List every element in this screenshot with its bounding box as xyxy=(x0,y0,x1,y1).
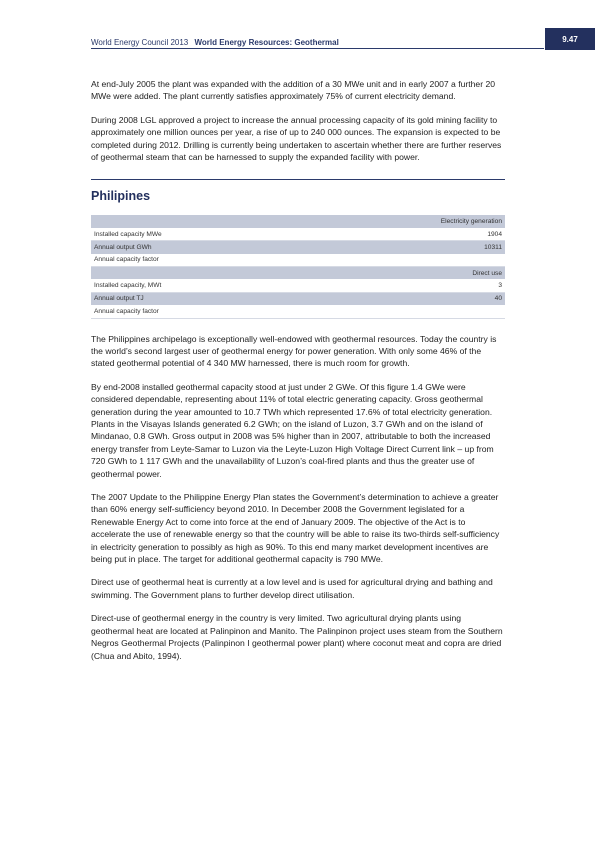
row-value xyxy=(404,305,505,318)
paragraph: By end-2008 installed geothermal capacity stood at just under 2 GWe. Of this figure 1.4 GWe were considered dependable, representing about 11% of total electric generating capacity. Gross geothermal generation during the year amounted to 10.7 TWh which represented 17.6% of total electricity generation. Plants in the Visayas Islands generated 6.2 GWh; on the island of Luzon, 3.7 GWh and on the island of Mindanao, 0.8 GWh. Gross output in 2008 was 5% higher than in 2007, attributable to both the increased energy transfer from Leyte-Samar to Luzon via the Leyte-Luzon High Voltage Direct Current link – up from 720 GWh to 1 117 GWh and the unavailability of Luzon’s coal-fired plants and thus the greater use of geothermal power. xyxy=(91,381,494,479)
row-label: Annual output TJ xyxy=(91,292,404,305)
table-header-row xyxy=(91,215,505,227)
paragraph: Direct-use of geothermal energy in the country is very limited. Two agricultural drying plants using geothermal heat are located at Palinpinon and Manito. The Palinpinon project uses steam from the Southern Negros Geothermal Projects (Palinpinon I geothermal power plant) where coconut meat and copra are dried (Chua and Abito, 1994). xyxy=(91,613,503,661)
paragraph: The Philippines archipelago is exceptionally well-endowed with geothermal resources. Today the country is the world’s second largest user of geothermal energy for power generation. With only some 46% of the stated geothermal potential of 4 340 MW harnessed, there is much room for growth. xyxy=(91,333,497,369)
section-title: Philipines xyxy=(91,189,151,204)
row-value: 40 xyxy=(404,292,505,305)
row-label: Installed capacity, MWt xyxy=(91,279,404,292)
table-header-direct-use: Direct use xyxy=(91,267,505,280)
row-value xyxy=(404,254,505,267)
row-label: Installed capacity MWe xyxy=(91,228,404,241)
row-label: Annual output GWh xyxy=(91,241,404,254)
paragraph: The 2007 Update to the Philippine Energy Plan states the Government’s determination to achieve a greater than 60% energy self-sufficiency beyond 2010. In December 2008 the Government legislated for a Renewable Energy Act to come into force at the end of January 2009. The objective of the Act is to accelerate the use of renewable energy so that the country will be able to raise its two-thirds self-sufficiency in electricity generation to possibly as high as 90%. To this end many market development incentives are being put in place. The target for additional geothermal capacity is 790 MWe. xyxy=(91,492,500,565)
geothermal-data-table xyxy=(91,215,505,318)
section-divider xyxy=(91,179,505,180)
running-header xyxy=(91,38,339,47)
table-header-row xyxy=(91,267,505,280)
row-value: 3 xyxy=(404,279,505,292)
header-org: World Energy Council 2013 xyxy=(91,38,189,47)
header-rule xyxy=(91,48,544,49)
table-header-electricity: Electricity generation xyxy=(91,215,505,227)
table-row xyxy=(91,228,505,241)
row-value: 1904 xyxy=(404,228,505,241)
paragraph: During 2008 LGL approved a project to increase the annual processing capacity of its gold mining facility to approximately one million ounces per year, a rise of up to 240 000 ounces. The expansion is expected to be completed during 2012. Drilling is currently being undertaken to ascertain whether there are further reserves of geothermal steam that can be harnessed to supply the expanded facility with power. xyxy=(91,114,502,163)
row-label: Annual capacity factor xyxy=(91,254,404,267)
row-value: 10311 xyxy=(404,241,505,254)
table-row xyxy=(91,241,505,254)
table-row xyxy=(91,279,505,292)
page-header xyxy=(0,0,595,50)
page-number: 9.47 xyxy=(562,34,578,44)
page-number-tab xyxy=(545,28,595,50)
table-row xyxy=(91,254,505,267)
row-label: Annual capacity factor xyxy=(91,305,404,318)
paragraph: Direct use of geothermal heat is currently at a low level and is used for agricultural drying and bathing and swimming. The Government plans to further develop direct utilisation. xyxy=(91,577,493,600)
table-row xyxy=(91,292,505,305)
page-content xyxy=(91,78,505,673)
paragraph: At end-July 2005 the plant was expanded with the addition of a 30 MWe unit and in early 2007 a further 20 MWe were added. The plant currently satisfies approximately 75% of current electricity demand. xyxy=(91,79,496,102)
header-title: World Energy Resources: Geothermal xyxy=(194,38,339,47)
table-row xyxy=(91,305,505,318)
